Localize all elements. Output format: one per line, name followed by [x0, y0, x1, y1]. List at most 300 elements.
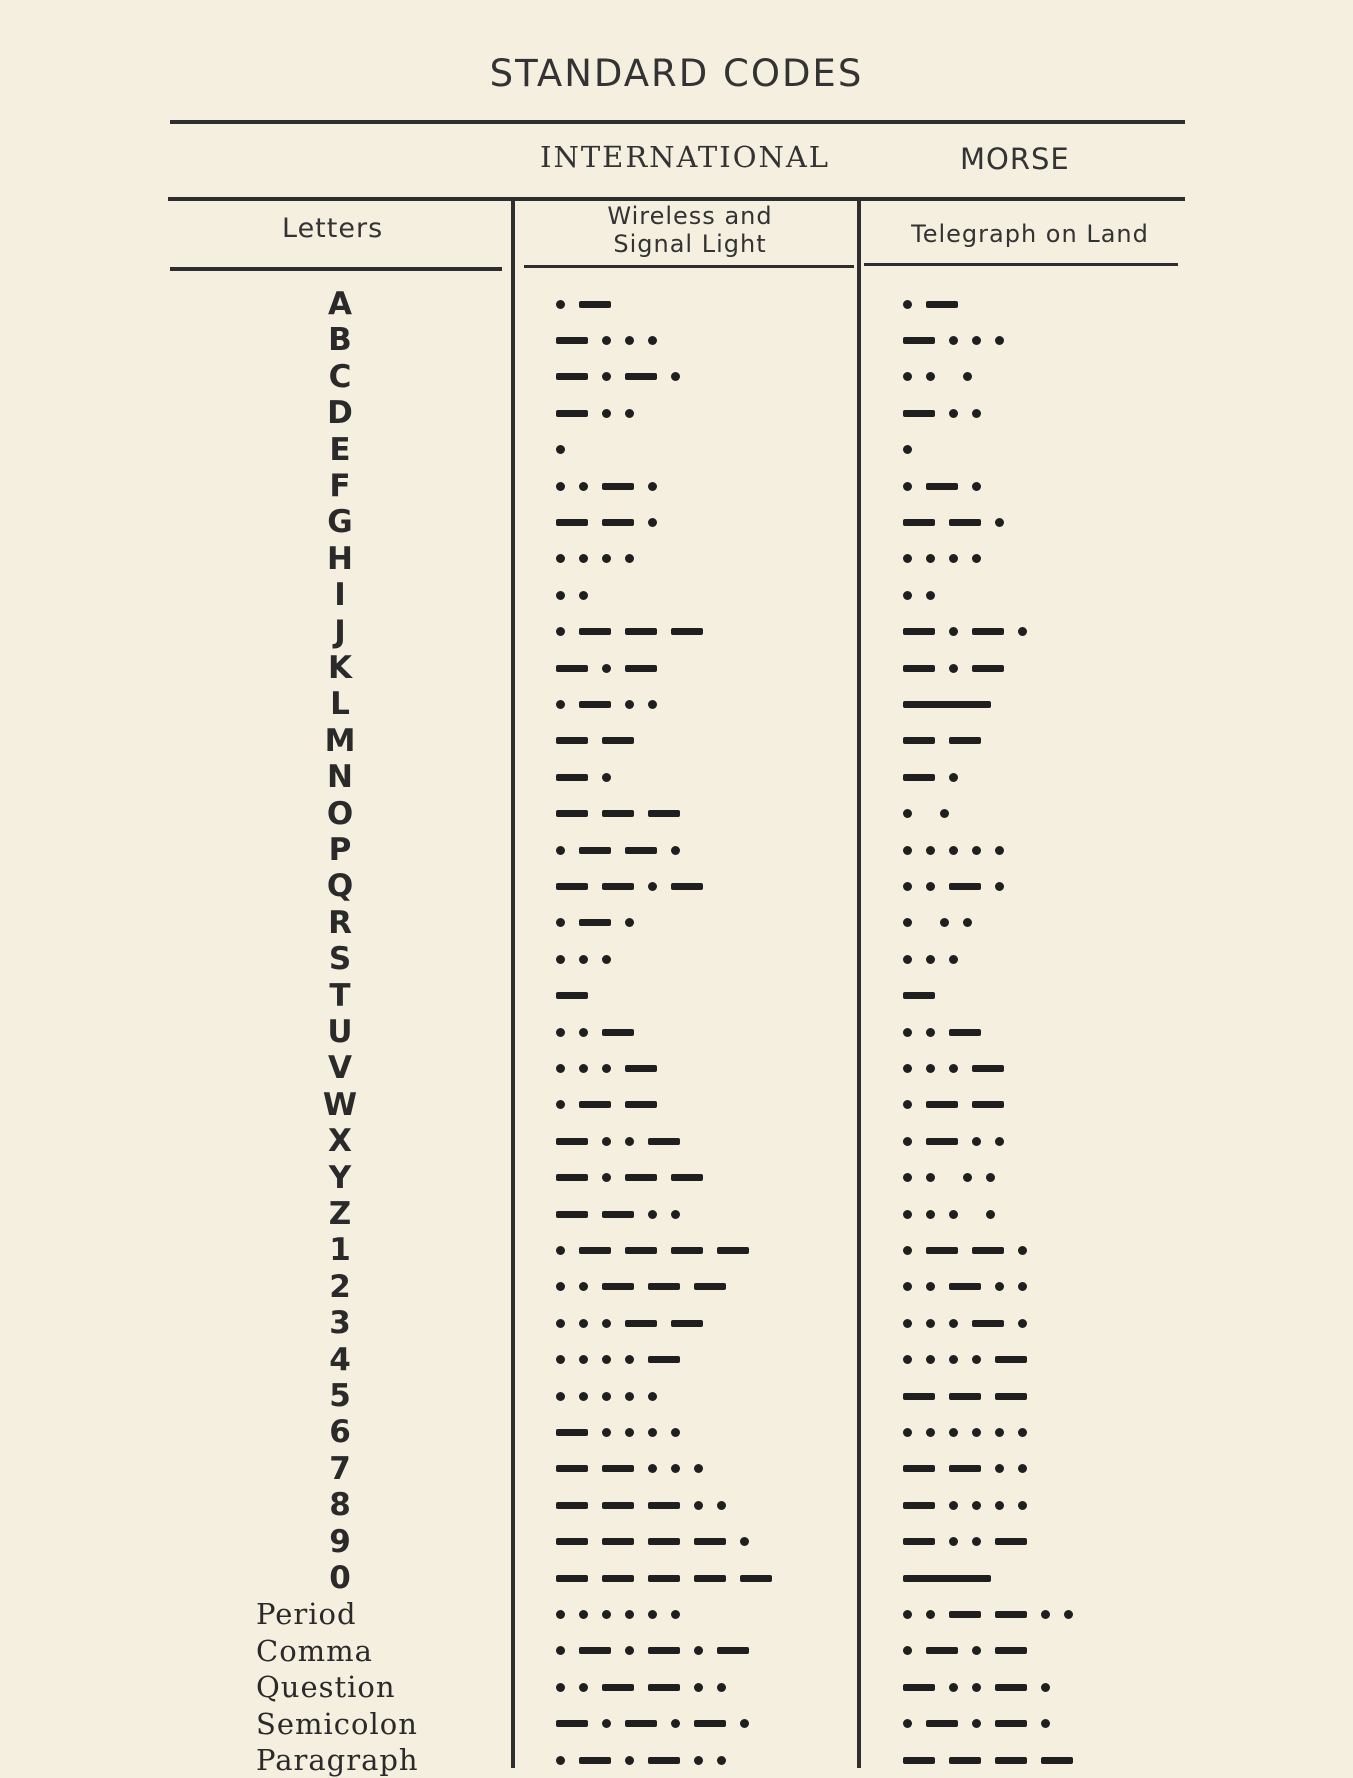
dot-mark	[926, 1319, 935, 1328]
dash-mark	[625, 1101, 657, 1108]
telegraph-code	[903, 577, 949, 613]
wireless-code	[556, 941, 625, 977]
table-row	[0, 614, 1353, 650]
table-row	[0, 1050, 1353, 1086]
dot-mark	[625, 700, 634, 709]
dash-mark	[926, 1720, 958, 1727]
dash-mark	[556, 410, 588, 417]
dot-mark	[556, 554, 565, 563]
dot-mark	[972, 1719, 981, 1728]
dash-mark	[671, 1247, 703, 1254]
row-label: T	[329, 977, 351, 1014]
dash-mark	[949, 1393, 981, 1400]
dash-mark	[556, 1502, 588, 1509]
dash-mark	[949, 737, 981, 744]
top-rule	[170, 120, 1185, 124]
header-wireless-line1: Wireless and	[607, 202, 773, 230]
wireless-code	[556, 1451, 717, 1487]
header-telegraph: Telegraph on Land	[911, 220, 1149, 248]
header-wireless-line2: Signal Light	[613, 230, 767, 258]
row-label: 9	[329, 1523, 351, 1560]
row-label: U	[327, 1014, 353, 1050]
dot-mark	[903, 591, 912, 600]
dot-mark	[903, 372, 912, 381]
wireless-code	[556, 577, 602, 613]
dash-mark	[972, 628, 1004, 635]
dot-mark	[963, 372, 972, 381]
telegraph-code	[903, 978, 949, 1014]
dash-mark	[903, 519, 935, 526]
wireless-code	[556, 868, 717, 904]
dot-mark	[949, 1319, 958, 1328]
dot-mark	[648, 1464, 657, 1473]
dot-mark	[903, 846, 912, 855]
dot-mark	[740, 1537, 749, 1546]
table-row	[0, 1706, 1353, 1742]
table-row	[0, 432, 1353, 468]
dash-mark	[602, 1211, 634, 1218]
row-label: 7	[329, 1450, 351, 1487]
dot-mark	[949, 1064, 958, 1073]
table-row	[0, 1560, 1353, 1596]
dot-mark	[556, 846, 565, 855]
row-label: 1	[329, 1232, 351, 1269]
dash-mark	[1041, 1757, 1073, 1764]
dash-mark	[926, 483, 958, 490]
dash-mark	[903, 1465, 935, 1472]
dot-mark	[625, 1355, 634, 1364]
dash-mark	[648, 810, 680, 817]
dot-mark	[648, 336, 657, 345]
wireless-code	[556, 1596, 694, 1632]
table-row	[0, 723, 1353, 759]
dot-mark	[648, 1428, 657, 1437]
dash-mark	[903, 1684, 935, 1691]
telegraph-code	[903, 468, 995, 504]
dash-mark	[671, 1174, 703, 1181]
row-label: L	[330, 686, 350, 723]
dash-mark	[740, 1575, 772, 1582]
dot-mark	[579, 1355, 588, 1364]
dash-mark	[556, 1538, 588, 1545]
dot-mark	[579, 1028, 588, 1037]
dash-mark	[949, 519, 981, 526]
dot-mark	[926, 554, 935, 563]
dot-mark	[903, 1319, 912, 1328]
dash-mark	[648, 1538, 680, 1545]
row-label: Comma	[256, 1633, 373, 1668]
dash-mark	[579, 1247, 611, 1254]
dash-mark	[625, 1320, 657, 1327]
dash-mark	[648, 1138, 680, 1145]
table-row	[0, 1123, 1353, 1159]
table-row	[0, 1196, 1353, 1232]
row-label: B	[328, 322, 352, 359]
dash-mark	[602, 737, 634, 744]
dash-mark	[556, 1575, 588, 1582]
dot-mark	[694, 1756, 703, 1765]
dash-mark	[972, 665, 1004, 672]
dot-mark	[963, 1173, 972, 1182]
telegraph-code	[903, 1706, 1064, 1742]
dash-mark	[995, 1757, 1027, 1764]
dash-mark	[926, 1247, 958, 1254]
dash-mark	[903, 410, 935, 417]
dot-mark	[986, 1210, 995, 1219]
dash-mark	[949, 1611, 981, 1618]
dash-mark	[579, 301, 611, 308]
page-title: STANDARD CODES	[489, 52, 864, 95]
dash-mark	[625, 1174, 657, 1181]
dot-mark	[995, 882, 1004, 891]
dot-mark	[940, 918, 949, 927]
telegraph-code	[903, 868, 1018, 904]
row-label: I	[334, 577, 346, 614]
dot-mark	[602, 1719, 611, 1728]
telegraph-code	[903, 686, 1005, 722]
dot-mark	[903, 554, 912, 563]
dash-mark	[903, 628, 935, 635]
dot-mark	[556, 1646, 565, 1655]
dot-mark	[995, 1501, 1004, 1510]
row-label: 5	[329, 1378, 351, 1414]
wireless-code	[556, 1378, 671, 1414]
telegraph-code	[903, 432, 926, 468]
dot-mark	[671, 1464, 680, 1473]
row-label: K	[327, 650, 353, 686]
dash-mark	[625, 1720, 657, 1727]
dash-mark	[972, 1065, 1004, 1072]
row-label: 4	[329, 1341, 351, 1378]
dash-mark	[694, 1575, 726, 1582]
dash-mark	[972, 1101, 1004, 1108]
dot-mark	[949, 1210, 958, 1219]
dot-mark	[926, 882, 935, 891]
dot-mark	[556, 627, 565, 636]
dot-mark	[556, 1028, 565, 1037]
dash-mark	[903, 737, 935, 744]
dot-mark	[926, 955, 935, 964]
row-label: M	[324, 722, 356, 759]
dash-mark	[556, 774, 588, 781]
dot-mark	[602, 1428, 611, 1437]
dot-mark	[995, 846, 1004, 855]
dash-mark	[556, 1429, 588, 1436]
table-row	[0, 650, 1353, 686]
dot-mark	[602, 664, 611, 673]
dash-mark	[995, 1684, 1027, 1691]
telegraph-code	[903, 359, 986, 395]
row-label: V	[328, 1050, 352, 1087]
table-row	[0, 978, 1353, 1014]
table-row	[0, 541, 1353, 577]
dash-mark	[602, 1465, 634, 1472]
dot-mark	[972, 336, 981, 345]
dot-mark	[903, 1282, 912, 1291]
dash-mark	[556, 665, 588, 672]
dot-mark	[602, 1137, 611, 1146]
dot-mark	[556, 1246, 565, 1255]
dash-mark	[579, 701, 611, 708]
dot-mark	[949, 1537, 958, 1546]
dot-mark	[995, 1464, 1004, 1473]
row-label: D	[327, 395, 353, 432]
dash-mark	[602, 1029, 634, 1036]
dot-mark	[625, 1137, 634, 1146]
wireless-code	[556, 1742, 740, 1778]
dash-mark	[694, 1720, 726, 1727]
wireless-code	[556, 432, 579, 468]
telegraph-code	[903, 1305, 1041, 1341]
dash-mark	[602, 1538, 634, 1545]
telegraph-code	[903, 1014, 995, 1050]
dash-mark	[602, 1575, 634, 1582]
dot-mark	[671, 1719, 680, 1728]
dot-mark	[1041, 1719, 1050, 1728]
row-label: Y	[328, 1159, 352, 1196]
dot-mark	[972, 482, 981, 491]
dash-mark	[972, 1247, 1004, 1254]
dash-mark	[903, 1502, 935, 1509]
dash-mark	[949, 1029, 981, 1036]
telegraph-code	[903, 1596, 1087, 1632]
row-label: Z	[328, 1196, 352, 1232]
dot-mark	[625, 1428, 634, 1437]
dot-mark	[579, 1610, 588, 1619]
wireless-code	[556, 796, 694, 832]
table-row	[0, 868, 1353, 904]
dot-mark	[1018, 627, 1027, 636]
dot-mark	[995, 1137, 1004, 1146]
dot-mark	[995, 1428, 1004, 1437]
dot-mark	[1018, 1246, 1027, 1255]
dash-mark	[579, 919, 611, 926]
dot-mark	[995, 1282, 1004, 1291]
dot-mark	[556, 1683, 565, 1692]
dot-mark	[579, 1064, 588, 1073]
telegraph-code	[903, 941, 972, 977]
wireless-code	[556, 614, 717, 650]
dot-mark	[556, 1100, 565, 1109]
wireless-code	[556, 468, 671, 504]
row-label: F	[329, 468, 351, 504]
wireless-code	[556, 1560, 786, 1596]
header-wireless	[520, 202, 860, 258]
dot-mark	[602, 1355, 611, 1364]
dot-mark	[903, 918, 912, 927]
telegraph-code	[903, 1669, 1064, 1705]
telegraph-code	[903, 1123, 1018, 1159]
telegraph-code	[903, 1524, 1041, 1560]
dot-mark	[903, 1610, 912, 1619]
header-rule	[168, 197, 1185, 201]
dot-mark	[903, 1064, 912, 1073]
dot-mark	[903, 300, 912, 309]
table-row	[0, 1451, 1353, 1487]
dash-mark	[648, 1283, 680, 1290]
dot-mark	[972, 409, 981, 418]
wireless-code	[556, 322, 671, 358]
dot-mark	[995, 336, 1004, 345]
dot-mark	[671, 372, 680, 381]
dot-mark	[625, 1756, 634, 1765]
table-row	[0, 1378, 1353, 1414]
dot-mark	[949, 955, 958, 964]
dash-mark	[949, 1465, 981, 1472]
dot-mark	[625, 409, 634, 418]
table-row	[0, 1742, 1353, 1778]
dot-mark	[903, 445, 912, 454]
table-row	[0, 504, 1353, 540]
dash-mark	[995, 1647, 1027, 1654]
dash-mark	[926, 1138, 958, 1145]
wireless-code	[556, 723, 648, 759]
dot-mark	[903, 1028, 912, 1037]
table-row	[0, 1087, 1353, 1123]
dash-mark	[903, 1757, 935, 1764]
dot-mark	[1041, 1610, 1050, 1619]
table-row	[0, 1414, 1353, 1450]
wireless-code	[556, 1050, 671, 1086]
header-international: INTERNATIONAL	[540, 140, 831, 174]
dot-mark	[602, 409, 611, 418]
dot-mark	[926, 591, 935, 600]
dash-mark	[556, 519, 588, 526]
dot-mark	[926, 1028, 935, 1037]
dash-mark	[602, 1502, 634, 1509]
dot-mark	[972, 554, 981, 563]
dash-mark	[556, 1174, 588, 1181]
dot-mark	[949, 627, 958, 636]
dot-mark	[579, 1683, 588, 1692]
row-label: 0	[329, 1560, 351, 1596]
telegraph-code	[903, 1451, 1041, 1487]
dot-mark	[949, 1683, 958, 1692]
dash-mark	[648, 1757, 680, 1764]
dot-mark	[949, 1428, 958, 1437]
dot-mark	[556, 918, 565, 927]
dot-mark	[625, 336, 634, 345]
dot-mark	[648, 1392, 657, 1401]
dash-mark	[602, 883, 634, 890]
dot-mark	[602, 1392, 611, 1401]
dot-mark	[949, 664, 958, 673]
dot-mark	[972, 1428, 981, 1437]
dot-mark	[602, 554, 611, 563]
row-label: Q	[326, 868, 354, 905]
dot-mark	[949, 409, 958, 418]
table-row	[0, 905, 1353, 941]
row-label: S	[328, 941, 352, 978]
dot-mark	[648, 482, 657, 491]
wireless-code	[556, 1633, 763, 1669]
telegraph-code	[903, 322, 1018, 358]
dash-mark	[995, 1393, 1027, 1400]
dot-mark	[648, 1610, 657, 1619]
dot-mark	[949, 1501, 958, 1510]
telegraph-code	[903, 1633, 1041, 1669]
table-row	[0, 796, 1353, 832]
dash-mark	[579, 1647, 611, 1654]
dot-mark	[926, 1610, 935, 1619]
wireless-code	[556, 541, 648, 577]
dash-mark	[694, 1283, 726, 1290]
dot-mark	[602, 1610, 611, 1619]
dot-mark	[694, 1501, 703, 1510]
dash-mark	[949, 883, 981, 890]
telegraph-code	[903, 1487, 1041, 1523]
telegraph-code	[903, 796, 963, 832]
dot-mark	[949, 773, 958, 782]
dot-mark	[1018, 1464, 1027, 1473]
dot-mark	[694, 1464, 703, 1473]
dash-mark	[972, 1320, 1004, 1327]
row-label: 8	[329, 1487, 351, 1524]
dot-mark	[986, 1173, 995, 1182]
dash-mark	[556, 1138, 588, 1145]
telegraph-code	[903, 1342, 1041, 1378]
telegraph-code	[903, 504, 1018, 540]
table-row	[0, 1269, 1353, 1305]
row-label: N	[327, 759, 353, 796]
dot-mark	[949, 336, 958, 345]
dash-mark	[903, 337, 935, 344]
dot-mark	[903, 482, 912, 491]
dot-mark	[579, 1392, 588, 1401]
dot-mark	[556, 1282, 565, 1291]
dot-mark	[602, 1064, 611, 1073]
dash-mark	[903, 1538, 935, 1545]
dash-mark	[995, 1538, 1027, 1545]
dot-mark	[625, 1646, 634, 1655]
table-row	[0, 322, 1353, 358]
wireless-code	[556, 1123, 694, 1159]
dash-mark	[694, 1538, 726, 1545]
dot-mark	[579, 1319, 588, 1328]
dot-mark	[740, 1719, 749, 1728]
dash-mark	[556, 1211, 588, 1218]
dash-mark	[625, 847, 657, 854]
table-row	[0, 1596, 1353, 1632]
dash-mark	[579, 1101, 611, 1108]
dash-mark	[995, 1720, 1027, 1727]
dash-mark	[671, 1320, 703, 1327]
dot-mark	[1064, 1610, 1073, 1619]
table-row	[0, 1014, 1353, 1050]
dot-mark	[1018, 1282, 1027, 1291]
dot-mark	[1018, 1319, 1027, 1328]
dash-mark	[556, 810, 588, 817]
dash-mark	[671, 883, 703, 890]
dot-mark	[556, 700, 565, 709]
wireless-code	[556, 650, 671, 686]
dash-mark	[602, 810, 634, 817]
dash-mark	[556, 1720, 588, 1727]
dash-mark	[648, 1647, 680, 1654]
dot-mark	[625, 918, 634, 927]
dash-mark	[926, 301, 958, 308]
dot-mark	[556, 591, 565, 600]
dot-mark	[625, 554, 634, 563]
wireless-code	[556, 1232, 763, 1268]
dot-mark	[648, 700, 657, 709]
dot-mark	[556, 955, 565, 964]
row-label: J	[334, 613, 346, 650]
dash-mark	[671, 628, 703, 635]
row-label: A	[328, 286, 352, 322]
dot-mark	[972, 1137, 981, 1146]
wireless-code	[556, 1014, 648, 1050]
